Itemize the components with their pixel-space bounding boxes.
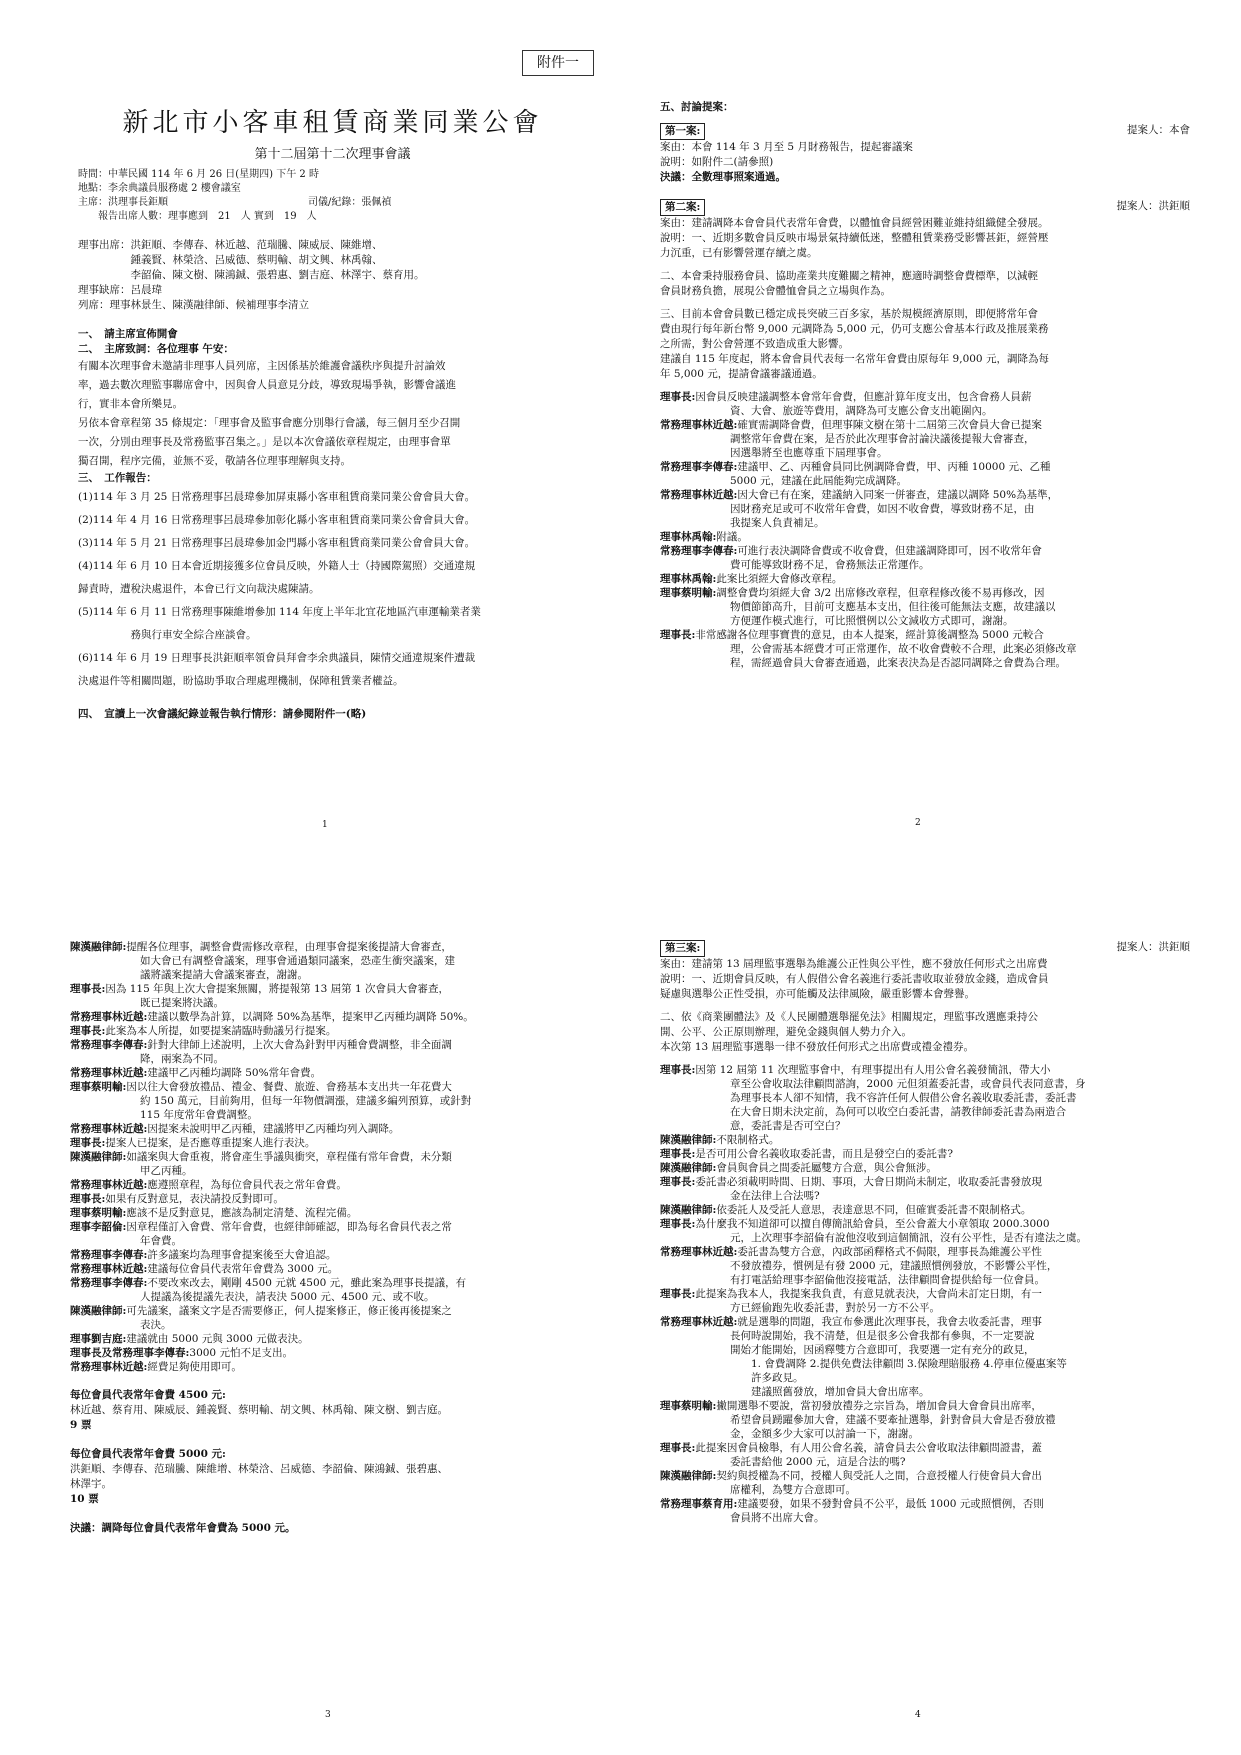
speaker-name: 陳漢融律師: <box>660 1162 717 1174</box>
speaker-name: 理事長: <box>70 983 106 995</box>
discussion-block <box>660 1063 1190 1525</box>
speech-text: 建議就由 5000 元與 3000 元做表決。 <box>126 1333 309 1345</box>
speaker-name: 常務理事林近越: <box>660 419 738 431</box>
report-item: (1)114 年 3 月 25 日常務理事呂晨瑋參加屏東縣小客車租賃商業同業公會會員大會。 <box>78 491 476 503</box>
discussion-entry <box>660 1497 1190 1525</box>
case-line: 二、本會秉持服務會員、協助產業共度難關之精神，應適時調整會費標準，以減輕 <box>660 270 1038 282</box>
speech-text: 如果有反對意見，表決請投反對即可。 <box>105 1193 284 1205</box>
page-1 <box>60 50 605 880</box>
speech-text: 程，需經過會員大會審查通過，此案表決為是否認同調降之會費為合理。 <box>730 657 1066 669</box>
speech-text: 契約與授權為不同，授權人與受託人之間，合意授權人行使會員大會出 <box>716 1470 1042 1482</box>
speech-text: 許多議案均為理事會提案後至大會追認。 <box>147 1249 337 1261</box>
info-line: 時間：中華民國 114 年 6 月 26 日(星期四) 下午 2 時 <box>78 169 319 180</box>
speaker-name: 理事長: <box>660 1218 696 1230</box>
discussion-entry <box>70 982 610 1010</box>
speaker-name: 理事長: <box>660 1148 696 1160</box>
discussion-entry <box>660 1203 1190 1217</box>
info-line: 地點：李余典議員服務處 2 樓會議室 <box>78 183 241 194</box>
discussion-entry <box>660 1161 1190 1175</box>
speech-text: 確實需調降會費，但理事陳文樹在第十二屆第三次會員大會已提案 <box>737 419 1042 431</box>
speech-text: 應該不是反對意見，應該為制定清楚、流程完備。 <box>126 1207 358 1219</box>
page-number: 2 <box>915 818 921 828</box>
speaker-name: 常務理事林近越: <box>660 489 738 501</box>
discussion-entry <box>660 530 1190 544</box>
speech-text: 委託書給他 2000 元，這是合法的嗎? <box>730 1456 906 1468</box>
meeting-info <box>60 168 605 224</box>
speaker-name: 常務理事李傳春: <box>660 461 738 473</box>
speech-text: 針對大律師上述說明，上次大會為針對甲丙種會費調整，非全面調 <box>147 1039 452 1051</box>
speech-text: 既已提案將決議。 <box>140 997 224 1009</box>
speech-text: 因選舉將至也應尊重下屆理事會。 <box>730 447 888 459</box>
discussion-entry <box>70 940 610 982</box>
report-item: (3)114 年 5 月 21 日常務理事呂晨瑋參加金門縣小客車租賃商業同業公會會員大會。 <box>78 537 476 549</box>
speech-text: 因以往大會發放禮品、禮金、餐費、旅遊、會務基本支出共一年花費大 <box>126 1081 452 1093</box>
case-line: 疑慮與選舉公正性受損，亦可能觸及法律風險，嚴重影響本會聲譽。 <box>660 988 975 1000</box>
speech-text: 建議以數學為計算，以調降 50%為基準，提案甲乙丙種均調降 50%。 <box>147 1011 474 1023</box>
speech-line: 獨召開，程序完備，並無不妥，敬請各位理事理解與支持。 <box>78 455 351 467</box>
speech-text: 因大會已有在案，建議納入同案一併審查，建議以調降 50%為基準， <box>737 489 1059 501</box>
discussion-entry <box>660 1441 1190 1469</box>
case-label: 第一案: <box>660 123 705 140</box>
speech-text: 如大會已有調整會議案，理事會通過類同議案，恐產生衝突議案，建 <box>140 955 455 967</box>
discussion-entry <box>70 1150 610 1178</box>
speech-text: 約 150 萬元，目前夠用，但每一年物價調漲，建議多編列預算，或針對 <box>140 1095 472 1107</box>
case-line: 案由：建請第 13 屆理監事選舉為維護公正性與公平性，應不發放任何形式之出席費 <box>660 958 1048 970</box>
vote-names: 林澤宇。 <box>70 1478 112 1490</box>
speech-text: 此案比須經大會修改章程。 <box>716 573 843 585</box>
speech-text: 開始才能開始，因函釋雙方合意即可，我要選一定有充分的政見， <box>730 1344 1035 1356</box>
discussion-entry <box>660 1175 1190 1203</box>
vote-count: 9 票 <box>70 1419 92 1431</box>
speech-text: 不發放禮券，慣例是有發 2000 元，建議照慣例發放，不影響公平性， <box>730 1260 1058 1272</box>
speech-text: 可先議案，議案文字是否需要修正，何人提案修正，修正後再後提案之 <box>126 1305 452 1317</box>
speech-text: 委託書為雙方合意，內政部函釋格式不侷限，理事長為維護公平性 <box>737 1246 1042 1258</box>
case-line: 建議自 115 年度起，將本會會員代表每一名常年會費由原每年 9,000 元，調降為每 <box>660 353 1049 365</box>
speech-text: 建議每位會員代表常年會費為 3000 元。 <box>147 1263 339 1275</box>
speech-text: 此提案因會員檢舉，有人用公會名義，請會員去公會收取法律顧問證書，蓋 <box>695 1442 1042 1454</box>
discussion-entry <box>70 1038 610 1066</box>
speech-text: 章至公會收取法律顧問諮詢，2000 元但須蓋委託書，或會員代表同意書，身 <box>730 1078 1086 1090</box>
speech-text: 非常感謝各位理事寶貴的意見，由本人提案，經計算後調整為 5000 元較合 <box>695 629 1044 641</box>
page-2 <box>660 100 1190 880</box>
speech-text: 會員將不出席大會。 <box>730 1512 825 1524</box>
speech-line: 另依本會章程第 35 條規定：「理事會及監事會應分別舉行會議，每三個月至少召開 <box>78 417 461 429</box>
attendance-line: 李韶倫、陳文樹、陳鴻鋮、張碧惠、劉吉庭、林澤宇、蔡育用。 <box>78 269 425 281</box>
speech-text: 此案為本人所提，如要提案請臨時動議另行提案。 <box>105 1025 337 1037</box>
speech-text: 在大會日期未決定前，為何可以收空白委託書，請教律師委託書為兩造合 <box>730 1106 1066 1118</box>
speaker-name: 陳漢融律師: <box>70 1305 127 1317</box>
speaker-name: 常務理事李傳春: <box>70 1277 148 1289</box>
speech-text: 席權利，為雙方合意即可。 <box>730 1484 856 1496</box>
vote-names: 洪鉅順、李傳春、范瑞騰、陳維增、林榮浛、呂威德、李韶倫、陳鴻鋮、張碧惠、 <box>70 1463 448 1475</box>
case-line: 力沉重，已有影響營運存續之虞。 <box>660 247 818 259</box>
speech-text: 降，兩案為不同。 <box>140 1053 224 1065</box>
case-label: 第二案: <box>660 199 705 216</box>
discussion-entry <box>660 1315 1190 1399</box>
speech-text: 附議。 <box>716 531 748 543</box>
discussion-entry <box>660 572 1190 586</box>
case-resolution: 決議：全數理事照案通過。 <box>660 171 786 183</box>
speech-text: 建議甲乙丙種均調降 50%常年會費。 <box>147 1067 322 1079</box>
speech-text: 建議要發，如果不發對會員不公平，最低 1000 元或照慣例，否則 <box>737 1498 1044 1510</box>
vote-title: 每位會員代表常年會費 5000 元: <box>70 1448 226 1460</box>
case-line: 案由：建請調降本會會員代表常年會費，以體恤會員經營困難並維持組織健全發展。 <box>660 217 1049 229</box>
discussion-entry <box>660 1063 1190 1133</box>
case-line: 二、依《商業團體法》及《人民團體選舉罷免法》相關規定，理監事改選應秉持公 <box>660 1011 1038 1023</box>
discussion-entry <box>70 1192 610 1206</box>
case-proposer: 提案人：本會 <box>1127 124 1190 136</box>
discussion-entry <box>660 628 1190 670</box>
speaker-name: 理事李韶倫: <box>70 1221 127 1233</box>
section-heading: 四、 宣讀上一次會議紀錄並報告執行情形：請參閱附件一(略) <box>78 708 367 720</box>
speech-text: 費可能導致財務不足，會務無法正常運作。 <box>730 559 930 571</box>
speech-text: 因第 12 屆第 11 次理監事會中，有理事提出有人用公會名義發簡訊，帶大小 <box>695 1064 1051 1076</box>
speech-text: 就是選舉的問題，我宣布參選此次理事長，我會去收委託書，理事 <box>737 1316 1042 1328</box>
page-number: 1 <box>322 820 328 830</box>
discussion-entry <box>660 1287 1190 1315</box>
speech-text: 會員與會員之間委託屬雙方合意，與公會無涉。 <box>716 1162 937 1174</box>
page-number: 3 <box>325 1710 331 1720</box>
speech-text: 金，金額多少大家可以討論一下，謝謝。 <box>730 1428 919 1440</box>
section-heading: 一、 請主席宣佈開會 <box>78 328 178 340</box>
case-line: 說明：一、近期多數會員反映市場景氣持續低迷，整體租賃業務受影響甚鉅，經營壓 <box>660 232 1049 244</box>
speech-text: 因財務充足或可不收常年會費，如因不收會費，導致財務不足，由 <box>730 503 1035 515</box>
speech-text: 此提案為我本人，我提案我負責，有意見就表決，大會尚未訂定日期，有一 <box>695 1288 1042 1300</box>
speaker-name: 理事蔡明輸: <box>70 1207 127 1219</box>
speech-text: 年會費。 <box>140 1235 182 1247</box>
speaker-name: 常務理事林近越: <box>70 1067 148 1079</box>
discussion-entry <box>70 1178 610 1192</box>
speech-text: 長何時說開始，我不清楚，但是很多公會我都有參與，不一定要說 <box>730 1330 1035 1342</box>
discussion-entry <box>660 1217 1190 1245</box>
info-line: 主席：洪理事長鉅順 司儀/紀錄：張佩禎 <box>78 197 392 208</box>
discussion-entry <box>70 1024 610 1038</box>
speech-text: 資、大會、旅遊等費用，調降為可支應公會支出範圍內。 <box>730 405 993 417</box>
discussion-entry <box>70 1332 610 1346</box>
discussion-entry <box>70 1276 610 1304</box>
speech-line: 有關本次理事會未邀請非理事人員列席，主因係基於維護會議秩序與提升討論效 <box>78 360 446 372</box>
discussion-entry <box>660 460 1190 488</box>
speech-text: 經費足夠使用即可。 <box>147 1361 242 1373</box>
case-line: 案由：本會 114 年 3 月至 5 月財務報告，提起審議案 <box>660 141 913 153</box>
discussion-entry <box>70 1122 610 1136</box>
report-item: 歸責時，遭稅決處退件，本會已行文向裁決處陳請。 <box>78 583 320 595</box>
case-line: 會員財務負擔，展現公會體恤會員之立場與作為。 <box>660 285 891 297</box>
speaker-name: 陳漢融律師: <box>70 941 127 953</box>
association-title: 新北市小客車租賃商業同業公會 <box>122 108 543 138</box>
page-3 <box>70 940 610 1720</box>
section-heading: 二、 主席致詞：各位理事 午安： <box>78 343 234 355</box>
speech-text: 方便運作模式進行，可比照慣例以公文減收方式即可，謝謝。 <box>730 615 1014 627</box>
vote-count: 10 票 <box>70 1493 99 1505</box>
case-line <box>660 261 1190 269</box>
speech-line: 一次，分別由理事長及常務監事召集之。」是以本次會議依章程規定，由理事會單 <box>78 436 451 448</box>
case-line: 之所需，對公會營運不致造成重大影響。 <box>660 338 849 350</box>
attendance-block <box>60 238 605 313</box>
speaker-name: 常務理事林近越: <box>70 1263 148 1275</box>
case-line <box>660 299 1190 307</box>
discussion-entry <box>70 1206 610 1220</box>
attendance-line: 理事出席：洪鉅順、李傳春、林近越、范瑞騰、陳威辰、陳維增、 <box>78 239 383 251</box>
case-line <box>660 1002 1190 1010</box>
discussion-entry <box>70 1080 610 1122</box>
speech-text: 3000 元怕不足支出。 <box>189 1347 293 1359</box>
report-item: (2)114 年 4 月 16 日常務理事呂晨瑋參加彰化縣小客車租賃商業同業公會會員大會。 <box>78 514 476 526</box>
speech-text: 不限制格式。 <box>716 1134 780 1146</box>
speech-text: 提案人已提案，是否應尊重提案人進行表決。 <box>105 1137 316 1149</box>
case2-body <box>660 216 1190 382</box>
speaker-name: 理事蔡明輸: <box>70 1081 127 1093</box>
info-line: 報告出席人數：理事應到 21 人 實到 19 人 <box>78 211 317 222</box>
speech-text: 甲乙丙種。 <box>140 1165 193 1177</box>
case-label: 第三案: <box>660 940 705 957</box>
speaker-name: 常務理事李傳春: <box>70 1249 148 1261</box>
speech-text: 物價節節高升，目前可支應基本支出，但往後可能無法支應，故建議以 <box>730 601 1056 613</box>
speech-text: 理，公會需基本經費才可正常運作，故不收會費較不合理，此案必須修改章 <box>730 643 1077 655</box>
speaker-name: 陳漢融律師: <box>660 1204 717 1216</box>
speech-text: 可進行表決調降會費或不收會費，但建議調降即可，因不收常年會 <box>737 545 1042 557</box>
speaker-name: 理事長: <box>660 1442 696 1454</box>
speaker-name: 常務理事蔡育用: <box>660 1498 738 1510</box>
speaker-name: 理事林禹翰: <box>660 573 717 585</box>
speaker-name: 理事蔡明輸: <box>660 1400 717 1412</box>
speech-text: 提醒各位理事，調整會費需修改章程，由理事會提案後提請大會審查， <box>126 941 452 953</box>
discussion-entry <box>660 418 1190 460</box>
case-line: 說明：一、近期會員反映，有人假借公會名義進行委託書收取並發放金錢，造成會員 <box>660 973 1049 985</box>
discussion-entry <box>70 1136 610 1150</box>
case-line: 開、公平、公正原則辦理，避免金錢與個人勢力介入。 <box>660 1026 912 1038</box>
speech-text: 元，上次理事李韶倫有說他沒收到這個簡訊，沒有公平性，是否有違法之虞。 <box>730 1232 1087 1244</box>
speaker-name: 常務理事林近越: <box>70 1011 148 1023</box>
speaker-name: 理事林禹翰: <box>660 531 717 543</box>
discussion-entry <box>70 1010 610 1024</box>
speaker-name: 理事長: <box>70 1025 106 1037</box>
speaker-name: 陳漢融律師: <box>660 1134 717 1146</box>
speaker-name: 理事蔡明輸: <box>660 587 717 599</box>
speaker-name: 常務理事林近越: <box>70 1123 148 1135</box>
speaker-name: 常務理事林近越: <box>660 1316 738 1328</box>
speech-text: 因為 115 年與上次大會提案無關，將提報第 13 屆第 1 次會員大會審查， <box>105 983 449 995</box>
speech-text: 調整會費均須經大會 3/2 出席修改章程，但章程修改後不易再修改，因 <box>716 587 1045 599</box>
discussion-entry <box>660 544 1190 572</box>
vote-names: 林近越、蔡育用、陳威辰、鍾義賢、蔡明輸、胡文興、林禹翰、陳文樹、劉吉庭。 <box>70 1404 448 1416</box>
discussion-entry <box>70 1220 610 1248</box>
speech-text: 人提議為後提議先表決，請表決 5000 元、4500 元、或不收。 <box>140 1291 435 1303</box>
page-4 <box>660 940 1190 1720</box>
page-number: 4 <box>915 1710 921 1720</box>
speaker-name: 常務理事李傳春: <box>660 545 738 557</box>
discussion-entry <box>660 1469 1190 1497</box>
speaker-name: 常務理事林近越: <box>70 1179 148 1191</box>
discussion-block <box>70 940 610 1374</box>
speaker-name: 理事長: <box>660 391 696 403</box>
speaker-name: 理事長: <box>660 1176 696 1188</box>
speech-text: 建議甲、乙、丙種會員同比例調降會費，甲、丙種 10000 元、乙種 <box>737 461 1051 473</box>
attendance-line: 列席：理事林景生、陳漢融律師、候補理事李清立 <box>78 299 309 311</box>
discussion-entry <box>660 1147 1190 1161</box>
speech-text: 1. 會費調降 2.提供免費法律顧問 3.保險理賠服務 4.停車位優惠案等 <box>730 1358 1067 1370</box>
case-proposer: 提案人：洪鉅順 <box>1116 200 1190 212</box>
speaker-name: 理事長: <box>660 629 696 641</box>
speech-text: 撇開選舉不要說，當初發放禮券之宗旨為，增加會員大會會員出席率， <box>716 1400 1042 1412</box>
section-heading: 三、 工作報告： <box>78 472 157 484</box>
discussion-entry <box>70 1248 610 1262</box>
discussion-block <box>660 390 1190 670</box>
case-line: 年 5,000 元，提請會議審議通過。 <box>660 368 823 380</box>
report-item: (5)114 年 6 月 11 日常務理事陳維增參加 114 年度上半年北宜花地區汽車運輸業者業 <box>78 606 481 618</box>
discussion-entry <box>660 1245 1190 1287</box>
discussion-entry <box>70 1304 610 1332</box>
speech-text: 為理事長本人卻不知情，我不容許任何人假借公會名義收取委託書，委託書 <box>730 1092 1077 1104</box>
case3-body <box>660 957 1190 1055</box>
discussion-entry <box>70 1066 610 1080</box>
vote-title: 每位會員代表常年會費 4500 元: <box>70 1389 226 1401</box>
speaker-name: 理事長及常務理事李傳春: <box>70 1347 190 1359</box>
discussion-entry <box>70 1346 610 1360</box>
discussion-entry <box>70 1262 610 1276</box>
speech-text: 應遵照章程，為每位會員代表之常年會費。 <box>147 1179 347 1191</box>
speech-text: 有打電話給理事李韶倫他沒接電話，法律顧問會提供給每一位會員。 <box>730 1274 1045 1286</box>
speaker-name: 理事長: <box>70 1137 106 1149</box>
speech-text: 如議案與大會重複，將會產生爭議與衝突，章程僅有常年會費，未分類 <box>126 1151 452 1163</box>
speaker-name: 陳漢融律師: <box>70 1151 127 1163</box>
speech-text: 建議照舊發放，增加會員大會出席率。 <box>730 1386 930 1398</box>
report-item: (4)114 年 6 月 10 日本會近期接獲多位會員反映，外籍人士（持國際駕照）交通違規 <box>78 560 476 572</box>
meeting-title: 第十二屆第十二次理事會議 <box>254 147 411 162</box>
speaker-name: 理事長: <box>70 1193 106 1205</box>
discussion-entry <box>660 586 1190 628</box>
attendance-line: 鍾義賢、林榮浛、呂威德、蔡明輸、胡文興、林禹翰、 <box>78 254 383 266</box>
discussion-entry <box>660 1399 1190 1441</box>
speech-text: 委託書必須載明時間、日期、事項，大會日期尚未制定，收取委託書發放現 <box>695 1176 1042 1188</box>
speech-text: 不要改來改去，剛剛 4500 元就 4500 元，雖此案為理事長提議，有 <box>147 1277 467 1289</box>
speech-text: 因章程僅訂入會費、常年會費，也經律師確認，即為每名會員代表之常 <box>126 1221 452 1233</box>
speech-text: 許多政見。 <box>730 1372 804 1384</box>
speaker-name: 常務理事林近越: <box>660 1246 738 1258</box>
speech-text: 因會員反映建議調整本會常年會費，但應計算年度支出，包含會務人員薪 <box>695 391 1032 403</box>
speech-text: 方已經偷跑先收委託書，對於另一方不公平。 <box>730 1302 940 1314</box>
speech-text: 希望會員踴躍參加大會，建議不要牽扯選舉，針對會員大會是否發放禮 <box>730 1414 1056 1426</box>
speech-line: 行，實非本會所樂見。 <box>78 398 183 410</box>
speaker-name: 常務理事李傳春: <box>70 1039 148 1051</box>
speech-text: 調整常年會費在案，是否於此次理事會討論決議後提報大會審查， <box>730 433 1035 445</box>
speaker-name: 陳漢融律師: <box>660 1470 717 1482</box>
discussion-entry <box>70 1360 610 1374</box>
speech-text: 為什麼我不知道卻可以擅自傳簡訊給會員，至公會蓋大小章領取 2000.3000 <box>695 1218 1050 1230</box>
speech-text: 5000 元，建議在此屆能夠完成調降。 <box>730 475 908 487</box>
case-line: 三、目前本會會員數已穩定成長突破三百多家，基於規模經濟原則，即便將常年會 <box>660 308 1038 320</box>
discussion-entry <box>660 390 1190 418</box>
speech-text: 表決。 <box>140 1319 172 1331</box>
speech-line: 率，過去數次理監事聯席會中，因與會人員意見分歧，導致現場爭執，影響會議進 <box>78 379 456 391</box>
resolution: 決議：調降每位會員代表常年會費為 5000 元。 <box>70 1522 296 1534</box>
discussion-entry <box>660 1133 1190 1147</box>
discussion-entry <box>660 488 1190 530</box>
speaker-name: 常務理事林近越: <box>70 1361 148 1373</box>
case-line: 說明：如附件二(請參照) <box>660 156 774 168</box>
speech-text: 是否可用公會名義收取委託書，而且是發空白的委託書? <box>695 1148 954 1160</box>
report-item: (6)114 年 6 月 19 日理事長洪鉅順率領會員拜會李余典議員，陳情交通違規案件遭裁 <box>78 652 476 664</box>
report-item: 務與行車安全綜合座談會。 <box>78 629 257 641</box>
speaker-name: 理事劉吉庭: <box>70 1333 127 1345</box>
speaker-name: 理事長: <box>660 1064 696 1076</box>
speech-text: 議將議案提請大會議案審查，謝謝。 <box>140 969 308 981</box>
case-proposer: 提案人：洪鉅順 <box>1116 941 1190 953</box>
speech-text: 金在法律上合法嗎? <box>730 1190 820 1202</box>
speech-text: 意，委託書是否可空白？ <box>730 1120 846 1132</box>
speech-text: 因提案未說明甲乙丙種，建議將甲乙丙種均列入調降。 <box>147 1123 400 1135</box>
speech-text: 115 年度常年會費調整。 <box>140 1109 258 1121</box>
speaker-name: 理事長: <box>660 1288 696 1300</box>
annex-label: 附件一 <box>522 50 594 76</box>
section-heading: 五、討論提案： <box>660 101 734 113</box>
attendance-line: 理事缺席：呂晨瑋 <box>78 284 162 296</box>
speech-text: 依委託人及受託人意思，表達意思不同，但確實委託書不限制格式。 <box>716 1204 1032 1216</box>
speech-text: 我提案人負責補足。 <box>730 517 825 529</box>
case-line: 費由現行每年新台幣 9,000 元調降為 5,000 元，仍可支應公會基本行政及推展業務 <box>660 323 1049 335</box>
case-line: 本次第 13 屆理監事選舉一律不發放任何形式之出席費或禮金禮券。 <box>660 1041 975 1053</box>
report-item: 決處退件等相關問題，盼協助爭取合理處理機制，保障租賃業者權益。 <box>78 675 404 687</box>
